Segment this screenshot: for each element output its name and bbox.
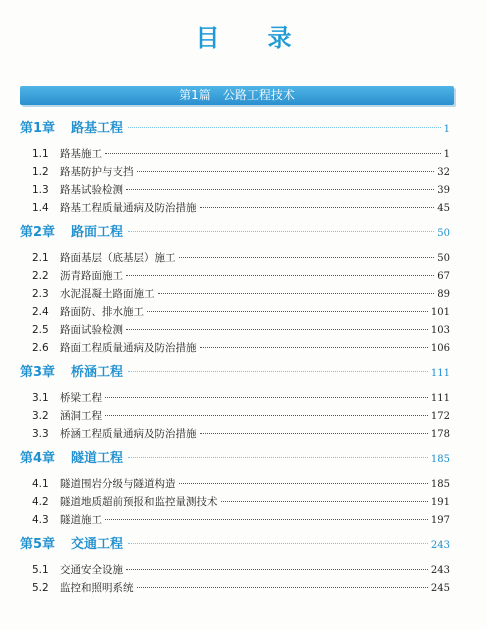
part-title: 公路工程技术 — [222, 88, 295, 102]
section-page-number: 1 — [443, 149, 450, 160]
chapter-entry[interactable] — [20, 222, 450, 244]
section-title: 水泥混凝土路面施工 — [60, 288, 155, 300]
section-page-number: 245 — [430, 583, 450, 594]
section-entry[interactable] — [32, 145, 450, 163]
section-page-number: 106 — [430, 343, 450, 354]
dot-leader — [179, 483, 428, 484]
section-entry[interactable] — [32, 425, 450, 443]
section-page-number: 50 — [437, 253, 450, 264]
chapter-page-number: 243 — [430, 540, 450, 551]
section-title: 路基防护与支挡 — [60, 166, 134, 178]
dot-leader — [128, 371, 428, 372]
chapter-entry[interactable] — [20, 362, 450, 384]
section-title: 桥涵工程质量通病及防治措施 — [60, 428, 197, 440]
dot-leader — [126, 569, 428, 570]
section-entry[interactable] — [32, 407, 450, 425]
section-number: 3.3 — [32, 428, 49, 440]
section-entry[interactable] — [32, 267, 450, 285]
part-banner — [20, 86, 454, 105]
section-title: 路面防、排水施工 — [60, 306, 144, 318]
section-page-number: 39 — [437, 185, 450, 196]
section-list — [0, 561, 487, 597]
section-title: 隧道施工 — [60, 514, 102, 526]
section-number: 3.2 — [32, 410, 49, 422]
dot-leader — [105, 519, 428, 520]
section-title: 沥青路面施工 — [60, 270, 123, 282]
section-number: 4.1 — [32, 478, 49, 490]
section-page-number: 172 — [430, 411, 450, 422]
section-number: 2.1 — [32, 252, 49, 264]
page-title-char-2: 录 — [267, 24, 292, 52]
chapter-page-number: 185 — [430, 454, 450, 465]
section-number: 3.1 — [32, 392, 49, 404]
section-entry[interactable] — [32, 511, 450, 529]
section-number: 2.5 — [32, 324, 49, 336]
chapter-page-number: 1 — [443, 124, 450, 135]
section-page-number: 191 — [430, 497, 450, 508]
chapter-title: 隧道工程 — [71, 451, 124, 466]
dot-leader — [137, 587, 428, 588]
dot-leader — [200, 347, 428, 348]
chapter-number: 第3章 — [20, 365, 56, 380]
section-entry[interactable] — [32, 389, 450, 407]
section-number: 5.1 — [32, 564, 49, 576]
dot-leader — [105, 153, 441, 154]
dot-leader — [179, 257, 435, 258]
dot-leader — [128, 457, 428, 458]
section-page-number: 111 — [430, 393, 450, 404]
dot-leader — [200, 207, 435, 208]
section-entry[interactable] — [32, 285, 450, 303]
section-page-number: 101 — [430, 307, 450, 318]
dot-leader — [158, 293, 435, 294]
dot-leader — [126, 329, 428, 330]
section-list — [0, 389, 487, 443]
section-entry[interactable] — [32, 181, 450, 199]
dot-leader — [126, 275, 434, 276]
dot-leader — [105, 397, 428, 398]
section-number: 4.2 — [32, 496, 49, 508]
chapter-number: 第1章 — [20, 121, 56, 136]
chapter-entry[interactable] — [20, 118, 450, 140]
dot-leader — [126, 189, 434, 190]
chapter-title: 路基工程 — [71, 121, 124, 136]
chapter-page-number: 50 — [437, 228, 450, 239]
section-title: 路基施工 — [60, 148, 102, 160]
section-title: 桥梁工程 — [60, 392, 102, 404]
section-entry[interactable] — [32, 303, 450, 321]
dot-leader — [105, 415, 428, 416]
section-entry[interactable] — [32, 321, 450, 339]
section-list — [0, 475, 487, 529]
section-list — [0, 249, 487, 357]
dot-leader — [137, 171, 435, 172]
section-page-number: 32 — [437, 167, 450, 178]
section-page-number: 185 — [430, 479, 450, 490]
chapter-entry[interactable] — [20, 534, 450, 556]
dot-leader — [128, 543, 428, 544]
section-page-number: 178 — [430, 429, 450, 440]
chapter-number: 第5章 — [20, 537, 56, 552]
section-title: 交通安全设施 — [60, 564, 123, 576]
section-list — [0, 145, 487, 217]
section-number: 2.2 — [32, 270, 49, 282]
section-entry[interactable] — [32, 249, 450, 267]
dot-leader — [128, 127, 441, 128]
section-page-number: 197 — [430, 515, 450, 526]
section-number: 1.2 — [32, 166, 49, 178]
dot-leader — [128, 231, 434, 232]
section-entry[interactable] — [32, 163, 450, 181]
page-title-char-1: 目 — [195, 24, 220, 52]
chapter-title: 桥涵工程 — [71, 365, 124, 380]
section-page-number: 89 — [437, 289, 450, 300]
section-page-number: 67 — [437, 271, 450, 282]
section-number: 5.2 — [32, 582, 49, 594]
chapter-number: 第2章 — [20, 225, 56, 240]
section-title: 涵洞工程 — [60, 410, 102, 422]
section-page-number: 103 — [430, 325, 450, 336]
page-title — [0, 18, 487, 53]
section-title: 路面基层（底基层）施工 — [60, 252, 176, 264]
section-title: 路面试验检测 — [60, 324, 123, 336]
section-number: 1.1 — [32, 148, 49, 160]
section-title: 隧道围岩分级与隧道构造 — [60, 478, 176, 490]
chapter-title: 交通工程 — [71, 537, 124, 552]
dot-leader — [147, 311, 428, 312]
part-number: 第1篇 — [179, 88, 211, 102]
section-title: 路基试验检测 — [60, 184, 123, 196]
section-title: 监控和照明系统 — [60, 582, 134, 594]
table-of-contents — [0, 118, 487, 602]
section-number: 2.4 — [32, 306, 49, 318]
dot-leader — [200, 433, 428, 434]
chapter-title: 路面工程 — [71, 225, 124, 240]
section-number: 1.3 — [32, 184, 49, 196]
section-number: 2.3 — [32, 288, 49, 300]
section-title: 路面工程质量通病及防治措施 — [60, 342, 197, 354]
section-entry[interactable] — [32, 199, 450, 217]
section-entry[interactable] — [32, 561, 450, 579]
section-number: 2.6 — [32, 342, 49, 354]
section-entry[interactable] — [32, 579, 450, 597]
section-number: 1.4 — [32, 202, 49, 214]
chapter-page-number: 111 — [430, 368, 450, 379]
section-entry[interactable] — [32, 339, 450, 357]
section-title: 路基工程质量通病及防治措施 — [60, 202, 197, 214]
section-page-number: 45 — [437, 203, 450, 214]
dot-leader — [221, 501, 428, 502]
section-page-number: 243 — [430, 565, 450, 576]
section-number: 4.3 — [32, 514, 49, 526]
chapter-number: 第4章 — [20, 451, 56, 466]
section-entry[interactable] — [32, 475, 450, 493]
chapter-entry[interactable] — [20, 448, 450, 470]
section-title: 隧道地质超前预报和监控量测技术 — [60, 496, 218, 508]
section-entry[interactable] — [32, 493, 450, 511]
